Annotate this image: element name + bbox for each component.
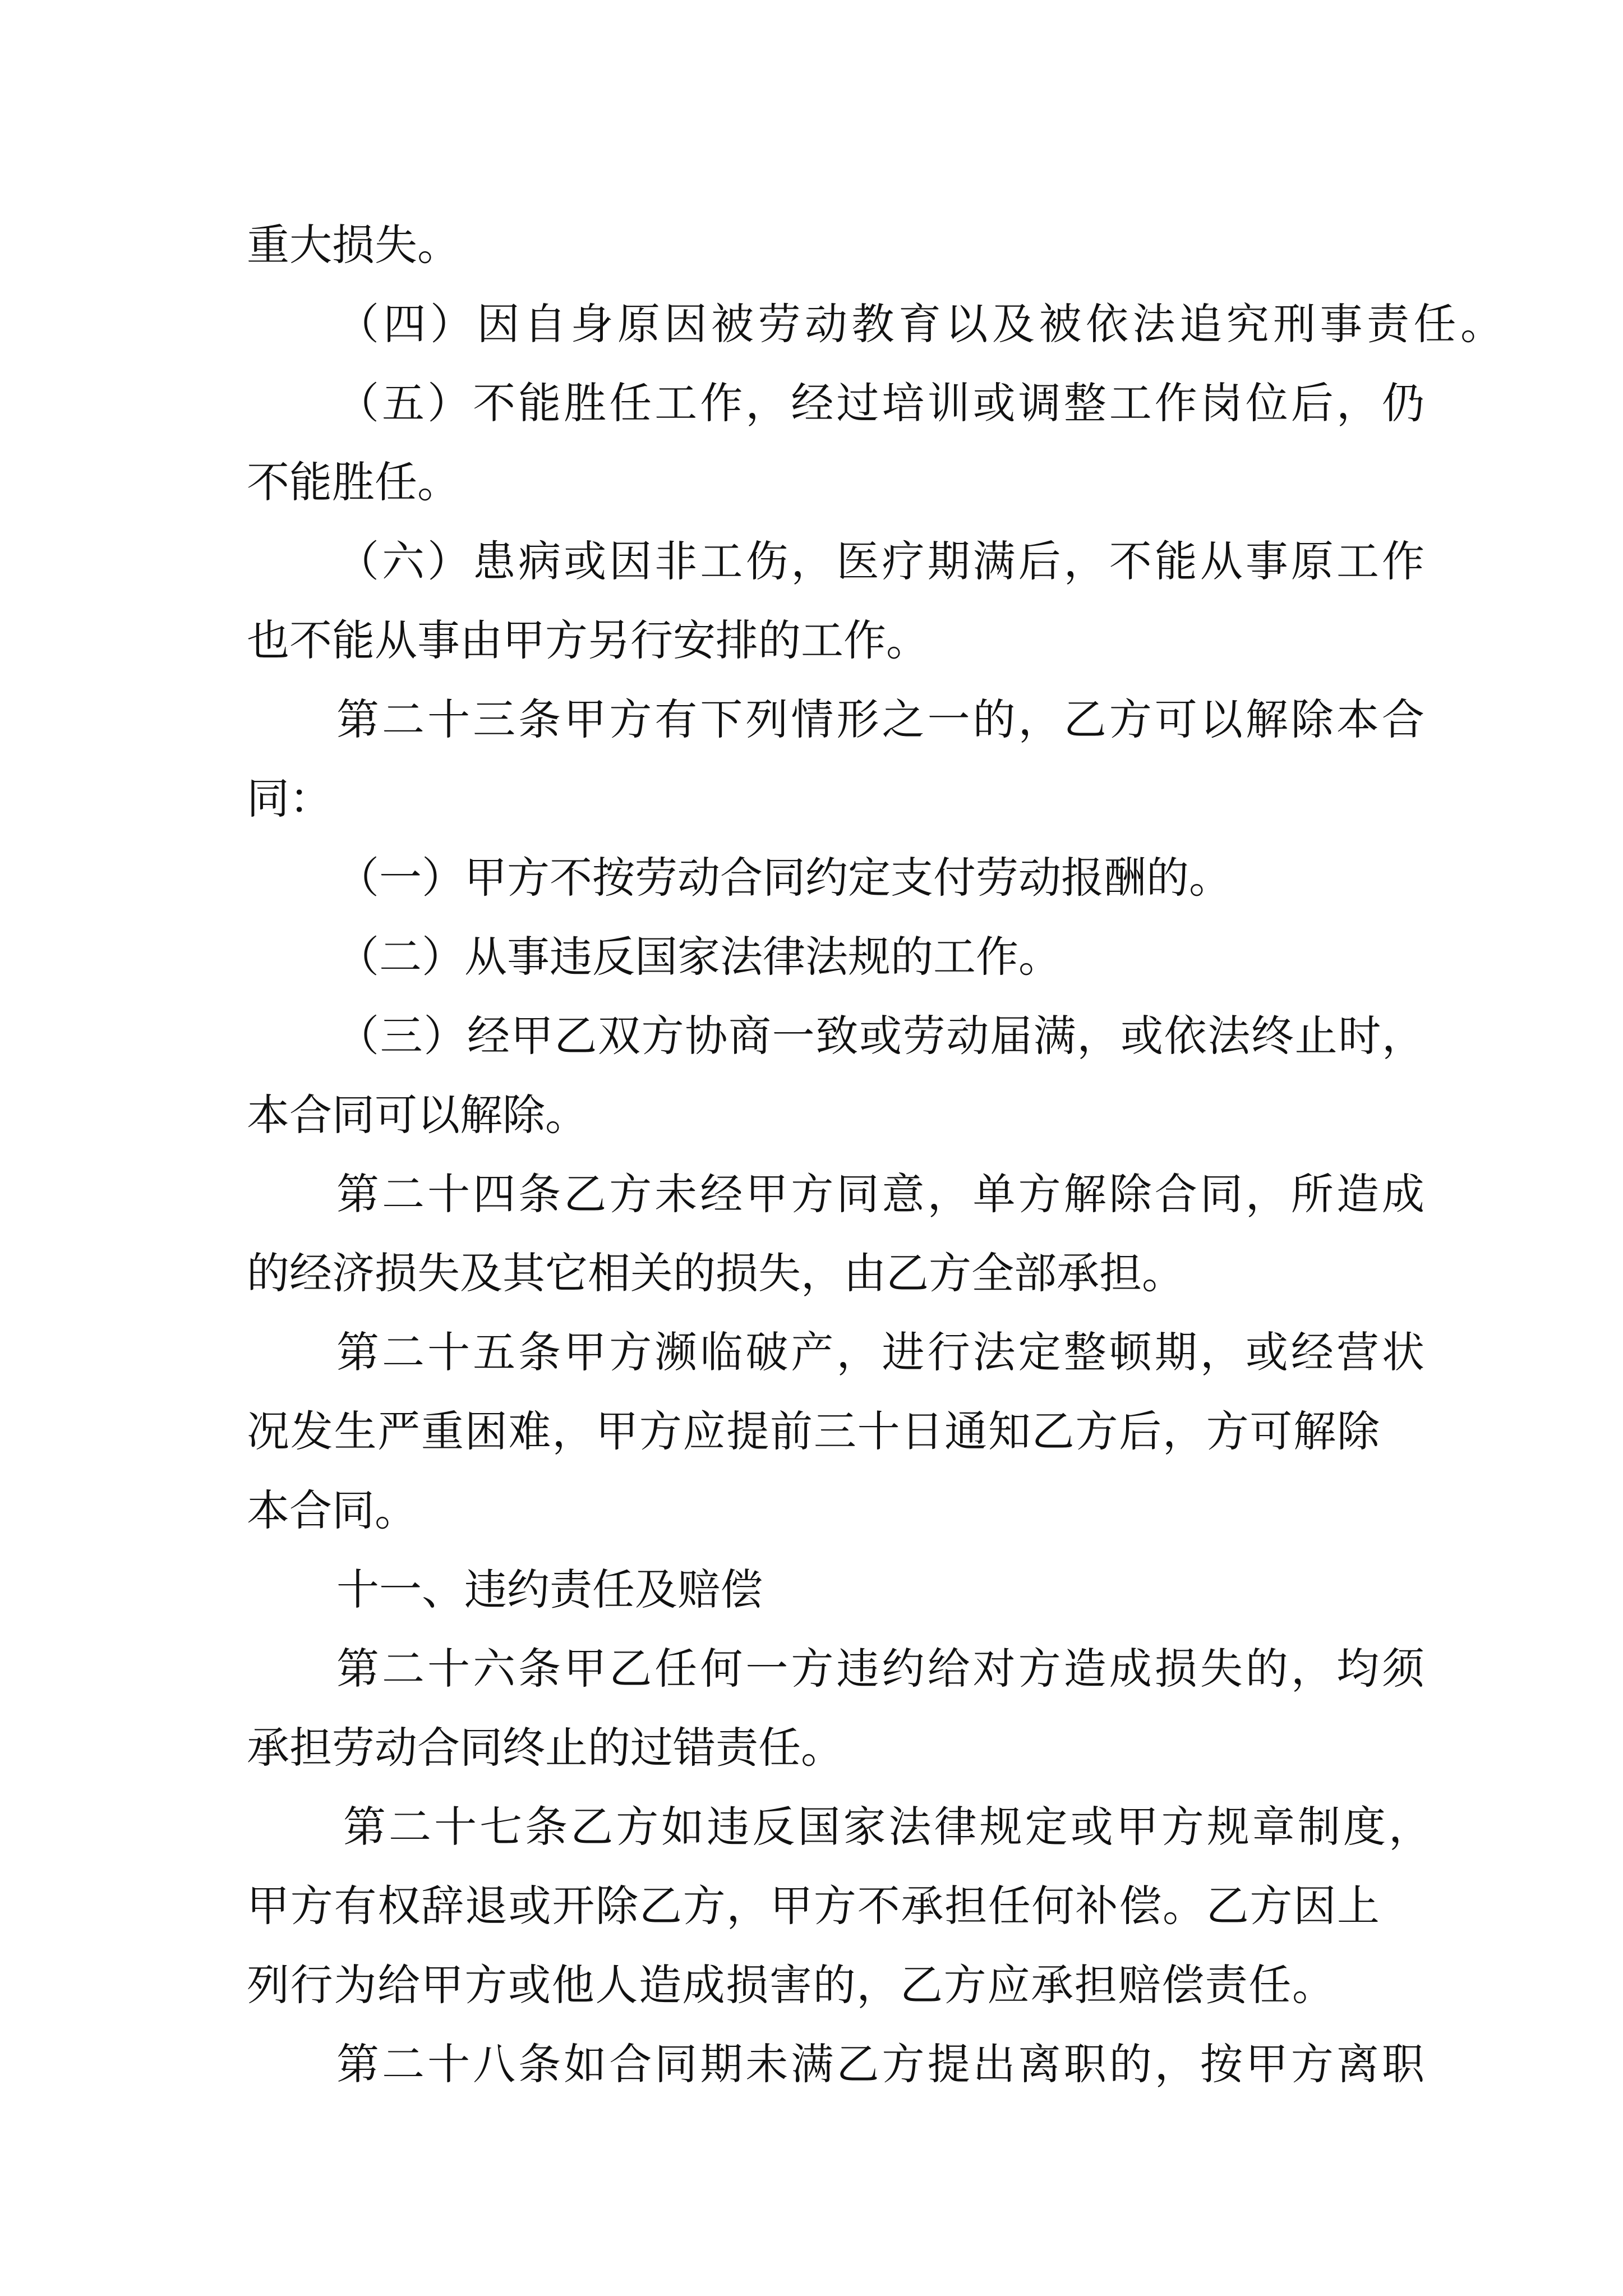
text-line: 的经济损失及其它相关的损失，由乙方全部承担。	[247, 1248, 1184, 1298]
text-line: 不能胜任。	[247, 457, 460, 507]
text-line: （三）经甲乙双方协商一致或劳动届满，或依法终止时，	[336, 1011, 1424, 1061]
text-line: （一）甲方不按劳动合同约定支付劳动报酬的。	[336, 853, 1232, 903]
text-line: 第二十六条甲乙任何一方违约给对方造成损失的，均须	[336, 1644, 1424, 1694]
text-line: 也不能从事由甲方另行安排的工作。	[247, 615, 929, 665]
text-line: 列行为给甲方或他人造成损害的，乙方应承担赔偿责任。	[247, 1960, 1335, 2010]
text-line: 第二十八条如合同期未满乙方提出离职的，按甲方离职	[336, 2039, 1424, 2089]
text-line: 第二十七条乙方如违反国家法律规定或甲方规章制度，	[343, 1802, 1431, 1852]
section-heading: 十一、违约责任及赔偿	[336, 1565, 763, 1614]
text-line: 同：	[247, 774, 332, 823]
text-line: 况发生严重困难，甲方应提前三十日通知乙方后，方可解除	[247, 1406, 1380, 1456]
text-line: （四）因自身原因被劳动教育以及被依法追究刑事责任。	[336, 299, 1503, 349]
text-line: 重大损失。	[247, 220, 460, 270]
text-line: 甲方有权辞退或开除乙方，甲方不承担任何补偿。乙方因上	[247, 1881, 1380, 1931]
text-line: （二）从事违反国家法律法规的工作。	[336, 932, 1061, 982]
text-line: 本合同可以解除。	[247, 1090, 588, 1140]
text-line: 第二十五条甲方濒临破产，进行法定整顿期，或经营状	[336, 1327, 1424, 1377]
text-line: 承担劳动合同终止的过错责任。	[247, 1723, 843, 1773]
text-line: （六）患病或因非工伤，医疗期满后，不能从事原工作	[336, 536, 1424, 586]
text-line: 本合同。	[247, 1485, 417, 1535]
text-line: 第二十四条乙方未经甲方同意，单方解除合同，所造成	[336, 1169, 1424, 1219]
text-line: 第二十三条甲方有下列情形之一的，乙方可以解除本合	[336, 694, 1424, 744]
text-line: （五）不能胜任工作，经过培训或调整工作岗位后，仍	[336, 378, 1424, 428]
